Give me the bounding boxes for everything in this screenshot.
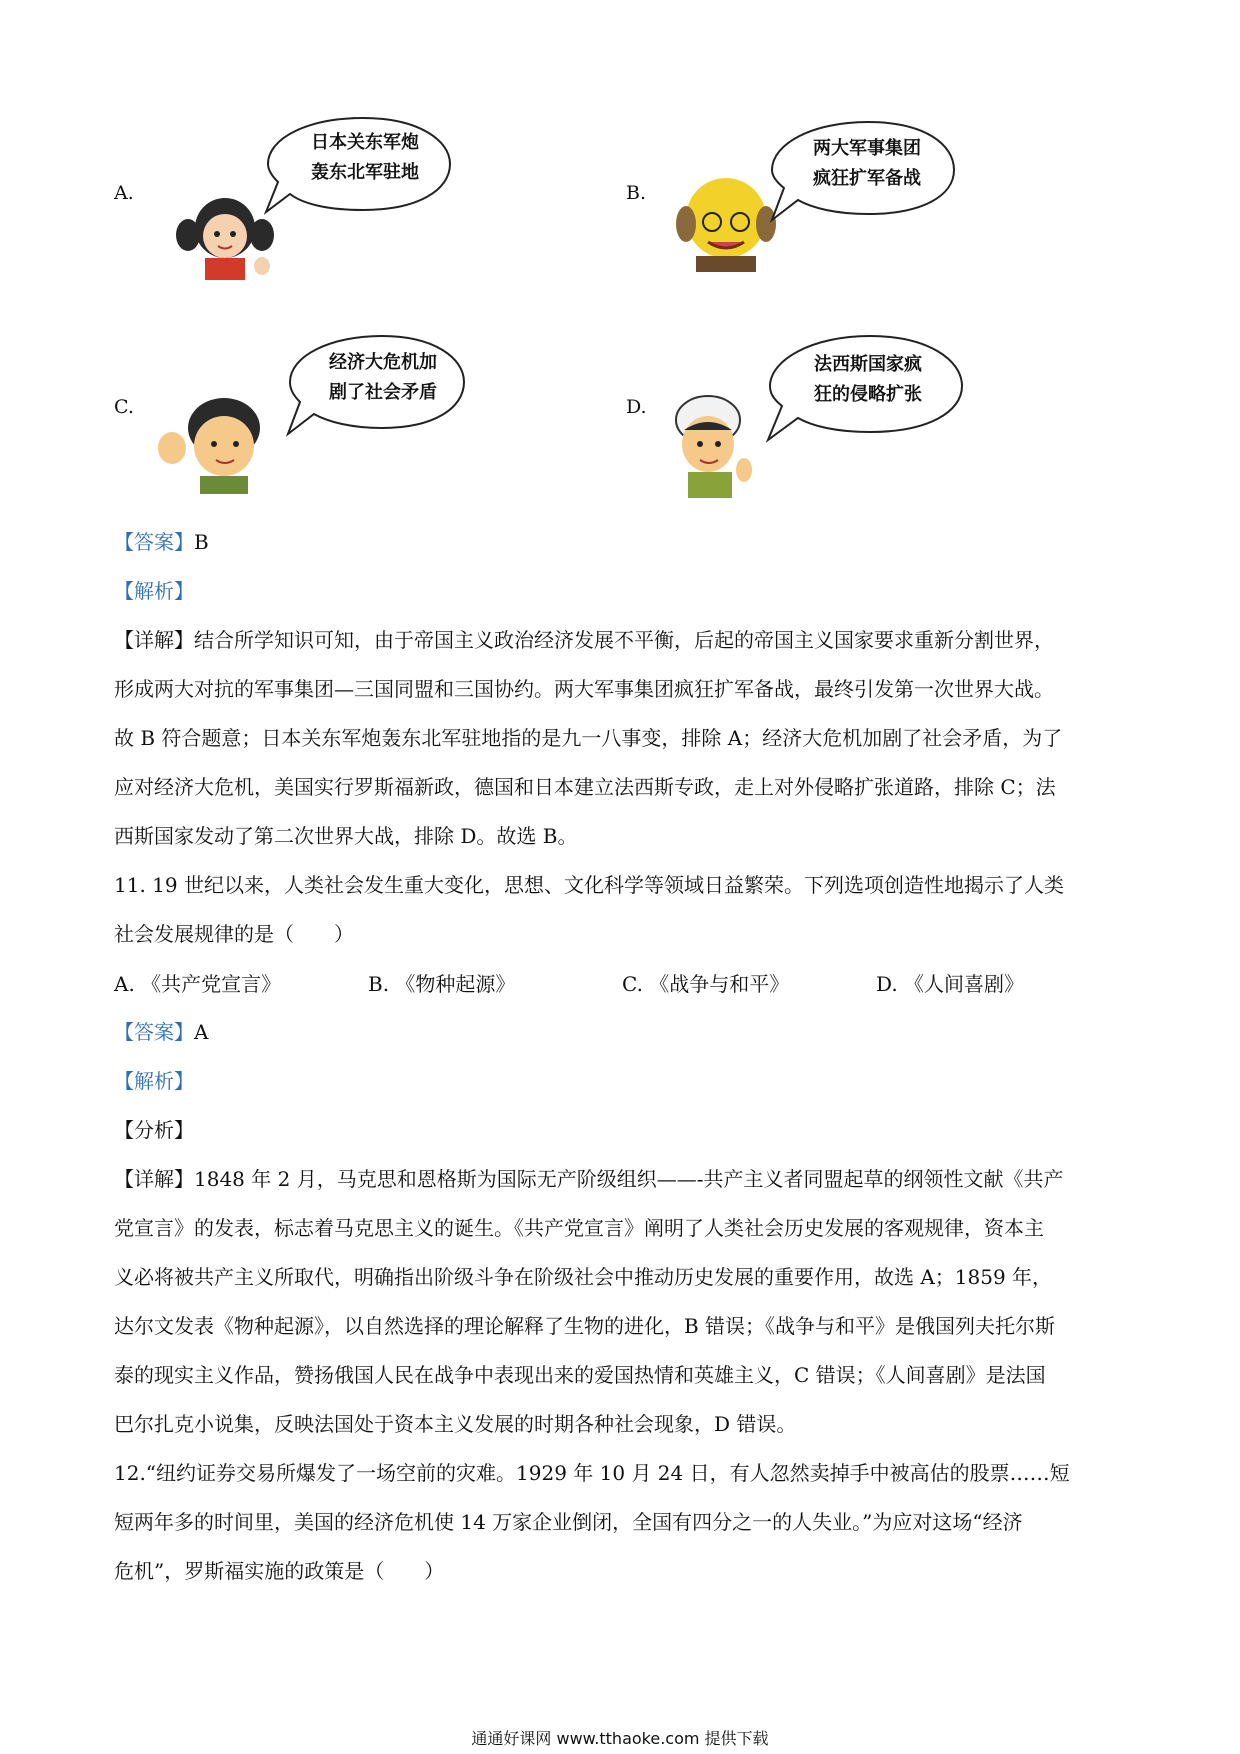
q11-detail-line: 巴尔扎克小说集，反映法国处于资本主义发展的时期各种社会现象，D 错误。 <box>114 1412 797 1436</box>
speech-line: 法西斯国家疯 <box>814 354 922 375</box>
q10-detail-line: 应对经济大危机，美国实行罗斯福新政，德国和日本建立法西斯专政，走上对外侵略扩张道路，排除 C；法 <box>114 775 1056 799</box>
speech-line: 狂的侵略扩张 <box>814 384 922 405</box>
q10-answer <box>114 528 1134 556</box>
q11-choice-b: B. 《物种起源》 <box>368 972 516 996</box>
q11-choice-a: A. 《共产党宣言》 <box>114 972 282 996</box>
speech-line: 两大军事集团 <box>813 138 921 159</box>
answer-value: A <box>194 1020 209 1044</box>
q11-detail-line: 党宣言》的发表，标志着马克思主义的诞生。《共产党宣言》阐明了人类社会历史发展的客观规律，资本主 <box>114 1216 1044 1240</box>
q10-detail-line: 【详解】结合所学知识可知，由于帝国主义政治经济发展不平衡，后起的帝国主义国家要求重新分割世界， <box>114 628 1054 652</box>
answer-label: 【答案】 <box>114 530 194 554</box>
q12-stem-line: 12.“纽约证券交易所爆发了一场空前的灾难。1929 年 10 月 24 日，有人忽然卖掉手中被高估的股票……短 <box>114 1461 1070 1485</box>
q12-stem-line: 短两年多的时间里，美国的经济危机使 14 万家企业倒闭，全国有四分之一的人失业。”为应对这场“经济 <box>114 1510 1023 1534</box>
q10-detail-line: 故 B 符合题意；日本关东军炮轰东北军驻地指的是九一八事变，排除 A；经济大危机加剧了社会矛盾，为了 <box>114 726 1063 750</box>
q10-detail-line: 形成两大对抗的军事集团—三国同盟和三国协约。两大军事集团疯狂扩军备战，最终引发第一次世界大战。 <box>114 677 1054 701</box>
q10-analysis-label: 【解析】 <box>114 579 194 603</box>
q11-detail-line: 义必将被共产主义所取代，明确指出阶级斗争在阶级社会中推动历史发展的重要作用，故选 A；1859 年， <box>114 1265 1053 1289</box>
q11-detail-line: 【详解】1848 年 2 月，马克思和恩格斯为国际无产阶级组织——-共产主义者同盟起草的纲领性文献《共产 <box>114 1167 1064 1191</box>
q11-stem-line: 11. 19 世纪以来，人类社会发生重大变化，思想、文化科学等领域日益繁荣。下列选项创造性地揭示了人类 <box>114 873 1064 897</box>
q11-choice-c: C. 《战争与和平》 <box>622 972 790 996</box>
girl-waving-icon <box>152 392 282 494</box>
q11-answer <box>114 1018 1134 1046</box>
q11-analysis-label: 【解析】 <box>114 1069 194 1093</box>
boy-pointing-icon <box>664 390 760 500</box>
q11-detail-line: 达尔文发表《物种起源》，以自然选择的理论解释了生物的进化，B 错误；《战争与和平》是俄国列夫托尔斯 <box>114 1314 1056 1338</box>
option-a-label: A. <box>114 182 134 204</box>
q11-fenxi-label: 【分析】 <box>114 1118 194 1142</box>
speech-line: 轰东北军驻地 <box>311 162 419 183</box>
footer-text: 通通好课网 www.tthaoke.com 提供下载 <box>471 1729 769 1748</box>
q10-detail-line: 西斯国家发动了第二次世界大战，排除 D。故选 B。 <box>114 824 578 848</box>
speech-text-b <box>782 134 952 194</box>
option-d-label: D. <box>626 396 647 418</box>
speech-line: 日本关东军炮 <box>311 132 419 153</box>
speech-text-d <box>778 350 958 410</box>
q11-detail-line: 泰的现实主义作品，赞扬俄国人民在战争中表现出来的爱国热情和英雄主义，C 错误；《人间喜剧》是法国 <box>114 1363 1046 1387</box>
answer-value: B <box>194 530 209 554</box>
option-c-label: C. <box>114 396 134 418</box>
q11-choices <box>114 970 1134 998</box>
option-b-label: B. <box>626 182 647 204</box>
speech-text-c <box>298 348 468 408</box>
q11-choice-d: D. 《人间喜剧》 <box>876 972 1025 996</box>
speech-line: 剧了社会矛盾 <box>329 382 437 403</box>
q11-stem-line: 社会发展规律的是（ ） <box>114 922 354 946</box>
q12-stem-line: 危机”，罗斯福实施的政策是（ ） <box>114 1559 445 1583</box>
speech-line: 疯狂扩军备战 <box>813 168 921 189</box>
answer-label: 【答案】 <box>114 1020 194 1044</box>
speech-text-a <box>280 128 450 188</box>
speech-line: 经济大危机加 <box>329 352 437 373</box>
